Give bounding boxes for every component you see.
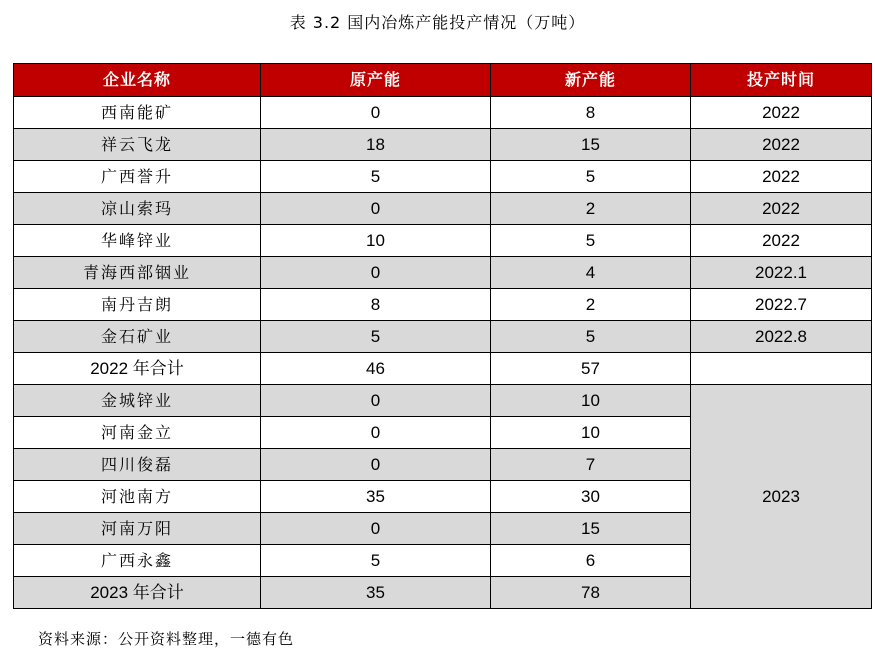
cell-new-capacity: 6 <box>491 545 691 577</box>
cell-new-capacity: 5 <box>491 321 691 353</box>
cell-new-capacity: 2 <box>491 193 691 225</box>
cell-new-capacity: 2 <box>491 289 691 321</box>
table-row <box>14 97 872 129</box>
cell-original-capacity: 5 <box>261 161 491 193</box>
cell-company: 广西永鑫 <box>14 545 261 577</box>
cell-total-label: 2022 年合计 <box>14 353 261 385</box>
cell-total-label: 2023 年合计 <box>14 577 261 609</box>
cell-total-new-capacity: 57 <box>491 353 691 385</box>
cell-company: 南丹吉朗 <box>14 289 261 321</box>
cell-original-capacity: 0 <box>261 417 491 449</box>
cell-total-original-capacity: 46 <box>261 353 491 385</box>
table-row <box>14 385 872 417</box>
cell-start-time: 2022.7 <box>691 289 872 321</box>
cell-original-capacity: 5 <box>261 321 491 353</box>
cell-original-capacity: 0 <box>261 193 491 225</box>
cell-new-capacity: 15 <box>491 513 691 545</box>
header-new-capacity: 新产能 <box>491 64 691 97</box>
cell-original-capacity: 5 <box>261 545 491 577</box>
cell-company: 金城锌业 <box>14 385 261 417</box>
cell-original-capacity: 8 <box>261 289 491 321</box>
cell-start-time: 2022 <box>691 193 872 225</box>
table-title: 表 3.2 国内冶炼产能投产情况（万吨） <box>289 13 586 32</box>
cell-new-capacity: 8 <box>491 97 691 129</box>
cell-company: 华峰锌业 <box>14 225 261 257</box>
cell-new-capacity: 15 <box>491 129 691 161</box>
table-row <box>14 193 872 225</box>
cell-start-time: 2022.8 <box>691 321 872 353</box>
cell-original-capacity: 10 <box>261 225 491 257</box>
cell-new-capacity: 10 <box>491 417 691 449</box>
header-original-capacity: 原产能 <box>261 64 491 97</box>
cell-company: 祥云飞龙 <box>14 129 261 161</box>
cell-start-time: 2022 <box>691 225 872 257</box>
cell-start-time: 2022 <box>691 129 872 161</box>
header-company: 企业名称 <box>14 64 261 97</box>
cell-company: 河南万阳 <box>14 513 261 545</box>
cell-company: 河南金立 <box>14 417 261 449</box>
cell-company: 西南能矿 <box>14 97 261 129</box>
cell-original-capacity: 18 <box>261 129 491 161</box>
cell-company: 四川俊磊 <box>14 449 261 481</box>
cell-start-time: 2022 <box>691 161 872 193</box>
header-start-time: 投产时间 <box>691 64 872 97</box>
cell-company: 青海西部铟业 <box>14 257 261 289</box>
source-note: 资料来源：公开资料整理，一德有色 <box>38 630 295 648</box>
cell-new-capacity: 10 <box>491 385 691 417</box>
cell-original-capacity: 0 <box>261 449 491 481</box>
cell-start-time-2023: 2023 <box>691 385 872 609</box>
table-row <box>14 257 872 289</box>
cell-original-capacity: 0 <box>261 385 491 417</box>
cell-original-capacity: 0 <box>261 513 491 545</box>
cell-original-capacity: 35 <box>261 481 491 513</box>
cell-company: 金石矿业 <box>14 321 261 353</box>
table-header-row <box>14 64 872 97</box>
table-row <box>14 321 872 353</box>
table-row <box>14 225 872 257</box>
cell-company: 河池南方 <box>14 481 261 513</box>
table-row <box>14 289 872 321</box>
cell-total-start-time <box>691 353 872 385</box>
cell-new-capacity: 5 <box>491 225 691 257</box>
cell-start-time: 2022 <box>691 97 872 129</box>
table-row <box>14 129 872 161</box>
cell-new-capacity: 7 <box>491 449 691 481</box>
cell-start-time: 2022.1 <box>691 257 872 289</box>
cell-original-capacity: 0 <box>261 97 491 129</box>
cell-new-capacity: 5 <box>491 161 691 193</box>
cell-total-original-capacity: 35 <box>261 577 491 609</box>
cell-original-capacity: 0 <box>261 257 491 289</box>
cell-company: 凉山索玛 <box>14 193 261 225</box>
cell-new-capacity: 30 <box>491 481 691 513</box>
cell-new-capacity: 4 <box>491 257 691 289</box>
total-row-2022 <box>14 353 872 385</box>
capacity-table <box>13 63 872 609</box>
table-row <box>14 161 872 193</box>
cell-company: 广西誉升 <box>14 161 261 193</box>
cell-total-new-capacity: 78 <box>491 577 691 609</box>
